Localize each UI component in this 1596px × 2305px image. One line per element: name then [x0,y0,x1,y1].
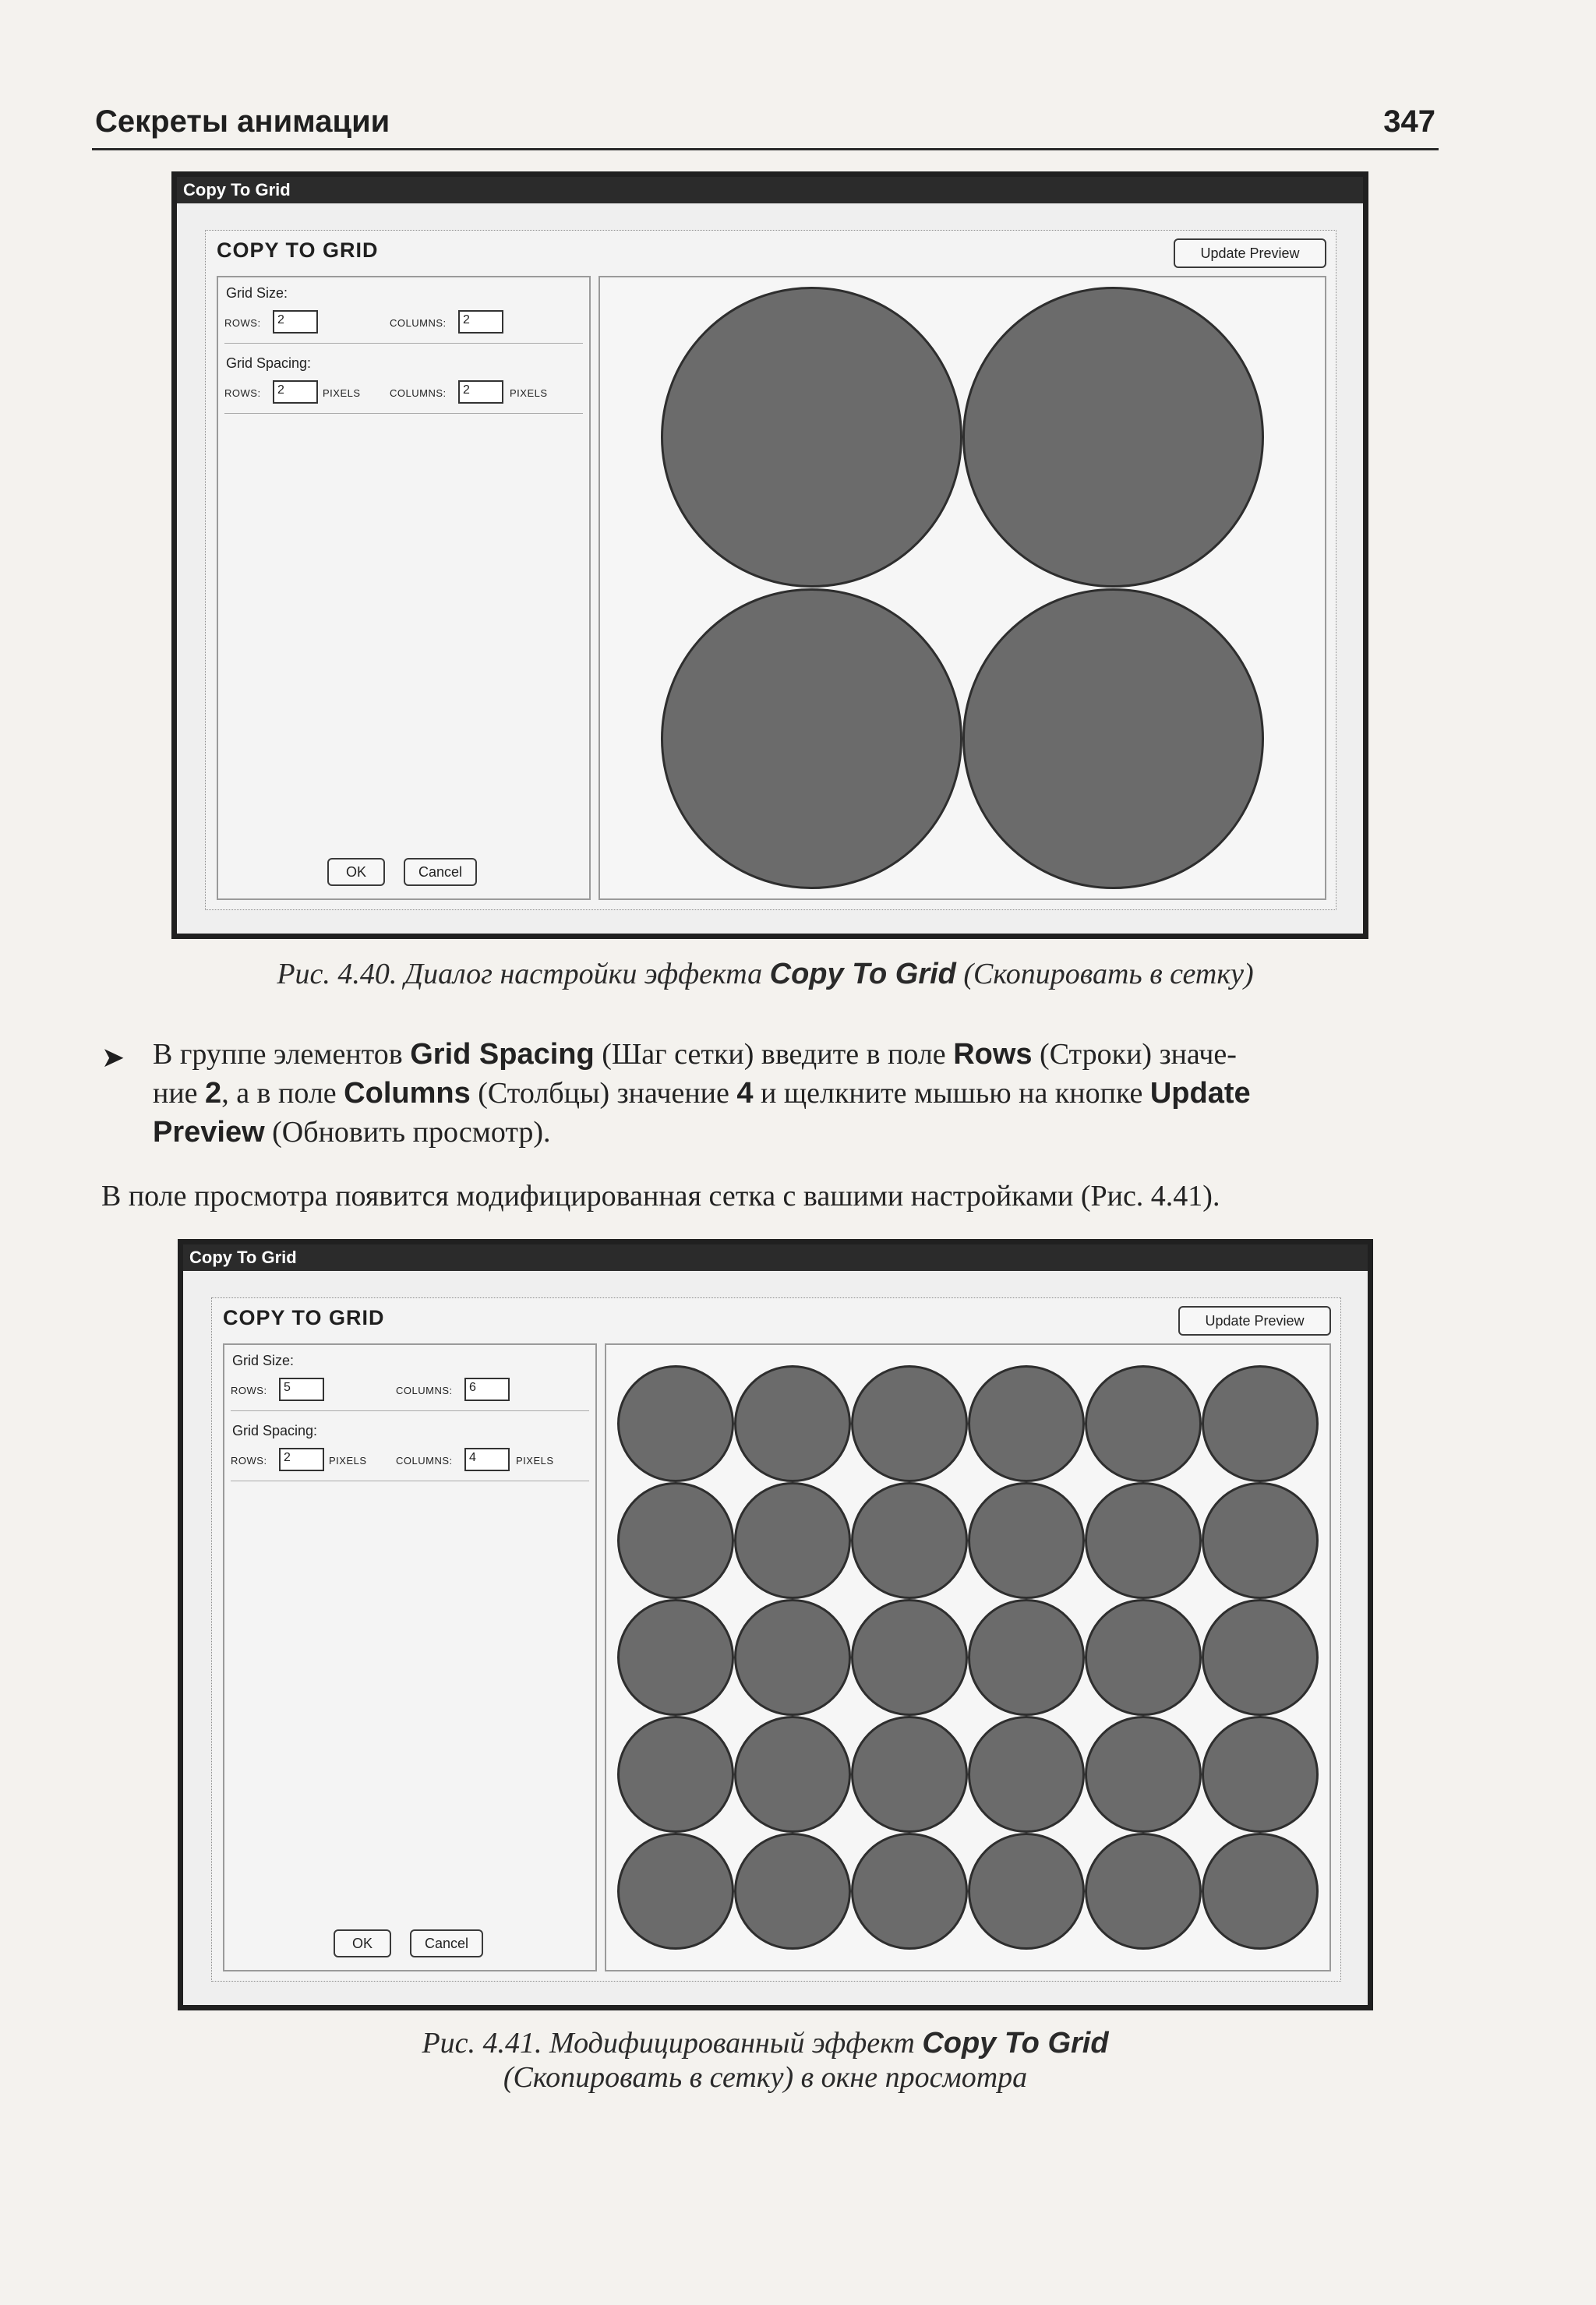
spacing-rows-input[interactable]: 2 [273,380,318,404]
grid-spacing-label: Grid Spacing: [226,355,312,371]
preview-circle [661,588,962,890]
caption-effect-name: Copy To Grid [769,958,956,990]
update-preview-button[interactable]: Update Preview [1178,1306,1331,1336]
preview-circle [962,588,1264,890]
text: (Обновить просмотр). [264,1116,551,1149]
preview-circle [1085,1482,1202,1599]
term: Columns [344,1077,471,1110]
spacing-rows-unit: PIXELS [329,1455,367,1467]
rows-label: ROWS: [224,317,261,329]
spacing-columns-input[interactable]: 4 [464,1448,510,1471]
caption-text: (Скопировать в сетку) [955,958,1254,990]
figure-caption-4-40 [92,957,1439,991]
preview-panel [605,1343,1331,1971]
figure-caption-4-41 [92,2026,1439,2095]
preview-circle [851,1833,968,1950]
instruction-line [153,1074,1439,1113]
term: Grid Spacing [410,1038,595,1071]
dialog-titlebar[interactable]: Copy To Grid [177,177,1363,203]
preview-circle [851,1482,968,1599]
divider [231,1410,589,1411]
text: и щелкните мышью на кнопке [753,1077,1150,1110]
bullet-arrow-icon: ➤ [101,1042,125,1073]
preview-circle [851,1599,968,1716]
preview-circle [1202,1482,1319,1599]
rows-input[interactable]: 2 [273,310,318,334]
page-number: 347 [1383,104,1435,139]
grid-size-row [231,1376,589,1403]
spacing-rows-label: ROWS: [231,1455,267,1467]
term: 2 [205,1077,222,1110]
grid-size-label: Grid Size: [232,1353,295,1368]
preview-circle [1202,1833,1319,1950]
preview-circle [661,287,962,588]
preview-circle-grid [606,1345,1329,1970]
columns-label: COLUMNS: [396,1385,453,1396]
spacing-columns-unit: PIXELS [510,387,548,399]
instruction-line [153,1035,1439,1074]
grid-spacing-row [224,379,583,405]
caption-effect-name: Copy To Grid [922,2027,1109,2060]
preview-panel [598,276,1326,900]
preview-circle [734,1482,851,1599]
copy-to-grid-dialog-fig-4-40 [171,171,1368,939]
preview-circle [968,1716,1085,1833]
text: (Шаг сетки) введите в поле [594,1038,954,1071]
preview-circle [968,1833,1085,1950]
text: (Строки) значе- [1032,1038,1237,1071]
body-paragraph: В поле просмотра появится модифицированная сетка с вашими настройками (Рис. 4.41). [101,1180,1220,1213]
caption-line: (Скопировать в сетку) в окне просмотра [503,2061,1028,2094]
preview-circle [851,1365,968,1482]
caption-line [92,2026,1439,2060]
divider [224,413,583,414]
settings-panel [217,276,591,900]
dialog-heading: COPY TO GRID [223,1306,385,1329]
preview-circle [1085,1716,1202,1833]
term: Update [1149,1077,1251,1110]
preview-circle [851,1716,968,1833]
spacing-rows-unit: PIXELS [323,387,361,399]
preview-circle [617,1716,734,1833]
spacing-columns-unit: PIXELS [516,1455,554,1467]
preview-circle [1202,1365,1319,1482]
instruction-bullet [153,1035,1439,1152]
preview-circle [968,1482,1085,1599]
preview-circle [734,1365,851,1482]
term: Preview [153,1116,265,1149]
preview-circle [968,1365,1085,1482]
spacing-rows-input[interactable]: 2 [279,1448,324,1471]
preview-circle [1085,1833,1202,1950]
preview-circle [1085,1365,1202,1482]
cancel-button[interactable]: Cancel [410,1929,483,1957]
preview-circle [962,287,1264,588]
columns-input[interactable]: 2 [458,310,503,334]
copy-to-grid-dialog-fig-4-41 [178,1239,1373,2010]
cancel-button[interactable]: Cancel [404,858,477,886]
preview-circle [1085,1599,1202,1716]
grid-spacing-label: Grid Spacing: [232,1423,318,1438]
page-header [92,101,1439,150]
spacing-columns-label: COLUMNS: [390,387,447,399]
preview-circle [617,1482,734,1599]
spacing-columns-input[interactable]: 2 [458,380,503,404]
preview-circle [1202,1716,1319,1833]
columns-input[interactable]: 6 [464,1378,510,1401]
spacing-columns-label: COLUMNS: [396,1455,453,1467]
text: В группе элементов [153,1038,411,1071]
dialog-content [211,1297,1341,1982]
instruction-line [153,1113,1439,1152]
term: 4 [736,1077,754,1110]
settings-panel [223,1343,597,1971]
preview-circle [734,1716,851,1833]
preview-circle-grid [600,277,1325,898]
divider [224,343,583,344]
text: (Столбцы) значение [470,1077,737,1110]
grid-size-label: Grid Size: [226,285,288,301]
preview-circle [617,1833,734,1950]
ok-button[interactable]: OK [327,858,385,886]
update-preview-button[interactable]: Update Preview [1174,238,1326,268]
columns-label: COLUMNS: [390,317,447,329]
running-head: Секреты анимации [95,104,390,139]
grid-spacing-row [231,1446,589,1473]
preview-circle [617,1599,734,1716]
dialog-content [205,230,1336,910]
dialog-titlebar[interactable]: Copy To Grid [183,1244,1368,1271]
rows-label: ROWS: [231,1385,267,1396]
text: , а в поле [221,1077,344,1110]
preview-circle [617,1365,734,1482]
dialog-heading: COPY TO GRID [217,238,379,262]
grid-size-row [224,309,583,335]
term: Rows [953,1038,1033,1071]
text: ние [153,1077,206,1110]
rows-input[interactable]: 5 [279,1378,324,1401]
ok-button[interactable]: OK [334,1929,391,1957]
preview-circle [1202,1599,1319,1716]
preview-circle [734,1599,851,1716]
preview-circle [734,1833,851,1950]
spacing-rows-label: ROWS: [224,387,261,399]
caption-text: Рис. 4.41. Модифицированный эффект [422,2027,923,2060]
preview-circle [968,1599,1085,1716]
caption-text: Рис. 4.40. Диалог настройки эффекта [277,958,770,990]
